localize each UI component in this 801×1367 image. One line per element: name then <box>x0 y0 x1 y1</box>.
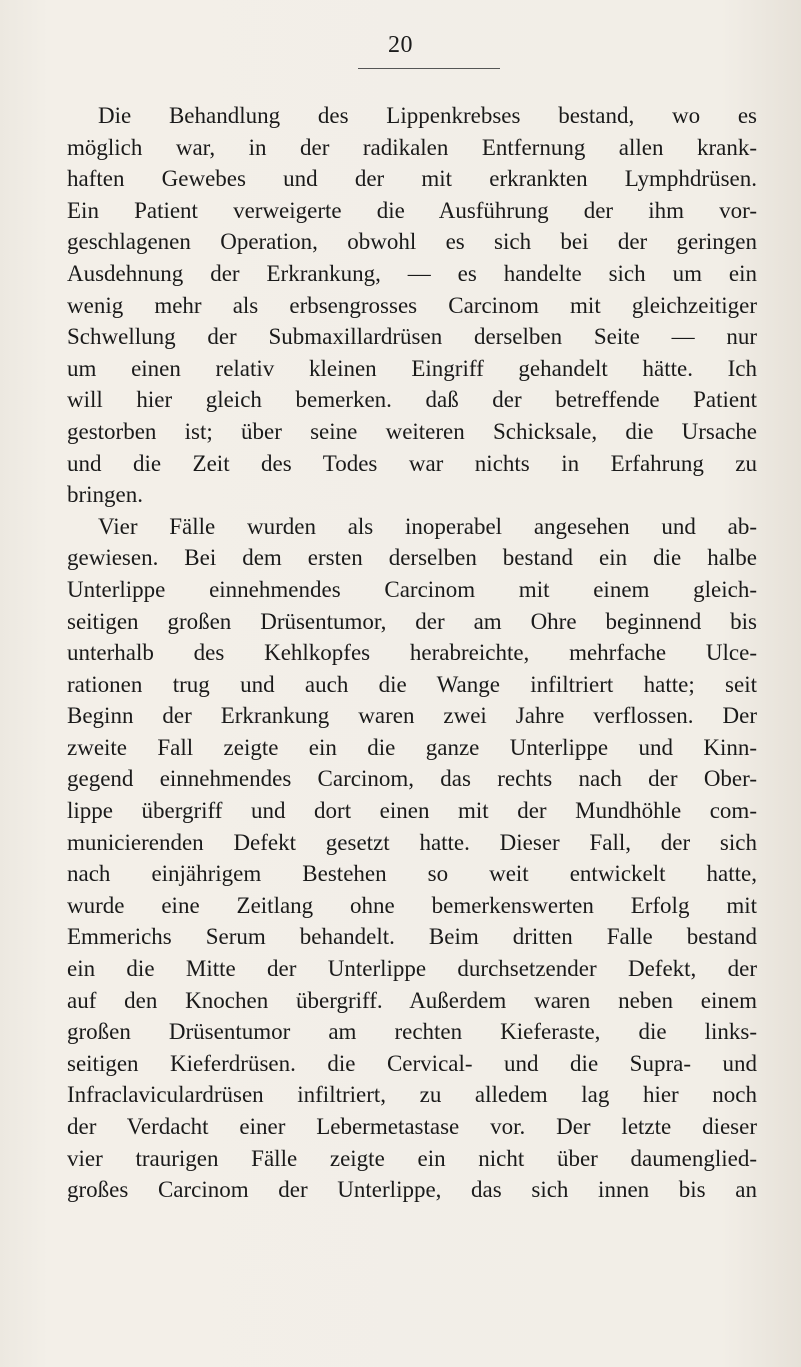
text-line: rationen trug und auch die Wange infiltriert hatte; seit <box>67 671 757 697</box>
text-line: auf den Knochen übergriff. Außerdem waren neben einem <box>67 987 757 1013</box>
text-line: zweite Fall zeigte ein die ganze Unterlippe und Kinn- <box>67 734 757 760</box>
text-line: Ausdehnung der Erkrankung, — es handelte sich um ein <box>67 260 757 286</box>
text-line: Die Behandlung des Lippenkrebses bestand, wo es <box>98 103 757 128</box>
text-line: haften Gewebes und der mit erkrankten Lymphdrüsen. <box>67 166 757 192</box>
text-line: gestorben ist; über seine weiteren Schicksale, die Ursache <box>67 418 757 444</box>
text-line: nach einjährigem Bestehen so weit entwickelt hatte, <box>67 861 757 887</box>
text-line: Emmerichs Serum behandelt. Beim dritten Falle bestand <box>67 924 757 950</box>
text-line: gewiesen. Bei dem ersten derselben bestand ein die halbe <box>67 545 757 571</box>
paragraph-1 <box>67 100 757 511</box>
text-line: Vier Fälle wurden als inoperabel angesehen und ab- <box>98 513 757 539</box>
text-line: municierenden Defekt gesetzt hatte. Dieser Fall, der sich <box>67 829 757 855</box>
header-rule <box>358 68 500 69</box>
text-line: gegend einnehmendes Carcinom, das rechts nach der Ober- <box>67 766 757 792</box>
text-line: und die Zeit des Todes war nichts in Erfahrung zu <box>67 450 757 476</box>
text-line: möglich war, in der radikalen Entfernung allen krank- <box>67 134 757 160</box>
text-line: Infraclaviculardrüsen infiltriert, zu alledem lag hier noch <box>67 1082 757 1108</box>
text-line: Beginn der Erkrankung waren zwei Jahre verflossen. Der <box>67 703 757 729</box>
text-line: will hier gleich bemerken. daß der betreffende Patient <box>67 387 757 413</box>
text-line: ein die Mitte der Unterlippe durchsetzender Defekt, der <box>67 956 757 982</box>
text-line: Unterlippe einnehmendes Carcinom mit einem gleich- <box>67 576 757 602</box>
text-line: seitigen Kieferdrüsen. die Cervical- und die Supra- und <box>67 1050 757 1076</box>
text-line: der Verdacht einer Lebermetastase vor. Der letzte dieser <box>67 1114 757 1139</box>
text-line: geschlagenen Operation, obwohl es sich bei der geringen <box>67 229 757 255</box>
text-line: vier traurigen Fälle zeigte ein nicht über daumenglied- <box>67 1145 757 1171</box>
text-line: großen Drüsentumor am rechten Kieferaste, die links- <box>67 1019 757 1045</box>
text-line: bringen. <box>67 482 144 508</box>
body-text <box>67 100 757 1206</box>
text-line: unterhalb des Kehlkopfes herabreichte, mehrfache Ulce- <box>67 640 757 666</box>
text-line: um einen relativ kleinen Eingriff gehandelt hätte. Ich <box>67 355 757 381</box>
text-line: seitigen großen Drüsentumor, der am Ohre beginnend bis <box>67 608 757 634</box>
text-line: Schwellung der Submaxillardrüsen derselben Seite — nur <box>67 324 757 350</box>
text-line: wurde eine Zeitlang ohne bemerkenswerten Erfolg mit <box>67 892 757 918</box>
paragraph-2 <box>67 511 757 1206</box>
text-line: großes Carcinom der Unterlippe, das sich innen bis an <box>67 1177 757 1203</box>
page-number: 20 <box>388 32 413 58</box>
text-line: wenig mehr als erbsengrosses Carcinom mit gleichzeitiger <box>67 292 757 318</box>
text-line: lippe übergriff und dort einen mit der Mundhöhle com- <box>67 798 757 824</box>
text-line: Ein Patient verweigerte die Ausführung der ihm vor- <box>67 197 757 223</box>
